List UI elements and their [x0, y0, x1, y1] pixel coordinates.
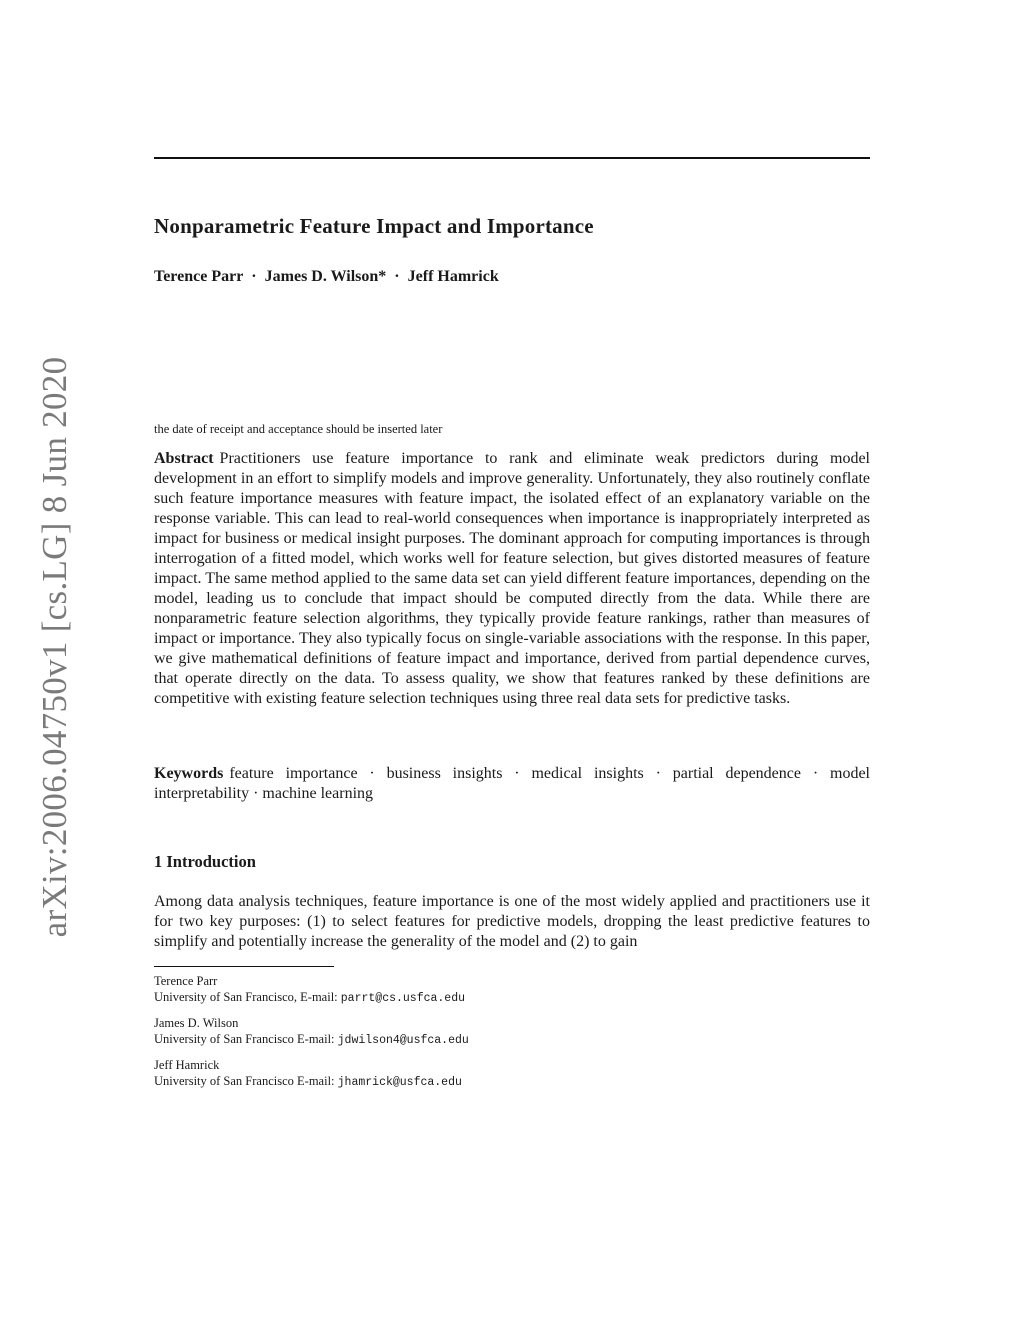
section-heading-introduction: 1 Introduction: [154, 852, 256, 871]
author-list: [154, 268, 870, 286]
footnote-author-name: Jeff Hamrick: [154, 1058, 220, 1072]
footnote-affiliation: [154, 989, 870, 1007]
abstract-paragraph: [154, 449, 870, 709]
footnote-rule: [154, 966, 334, 967]
paper-title: Nonparametric Feature Impact and Importance: [154, 214, 594, 238]
footnote-affiliation: [154, 1073, 870, 1091]
footnote-affiliation-text: University of San Francisco, E-mail:: [154, 990, 341, 1004]
keywords-label: Keywords: [154, 765, 224, 782]
author-separator: ·: [251, 268, 257, 285]
footnote-affiliation: [154, 1031, 870, 1049]
author-footnotes: [154, 973, 870, 1099]
received-note: the date of receipt and acceptance should be inserted later: [154, 422, 443, 436]
footnote-item: [154, 973, 870, 1007]
arxiv-identifier-stamp: arXiv:2006.04750v1 [cs.LG] 8 Jun 2020: [35, 356, 74, 938]
footnote-affiliation-text: University of San Francisco E-mail:: [154, 1074, 338, 1088]
author-name: Terence Parr: [154, 268, 244, 285]
abstract-text: Practitioners use feature importance to rank and eliminate weak predictors during model development in an effort to simplify models and improve generality. Unfortunately, they also routinely conflate such feature importance measures with feature impact, the isolated effect of an explanatory variable on the response variable. This can lead to real-world consequences when importance is inappropriately interpreted as impact for business or medical insight purposes. The dominant approach for computing importances is through interrogation of a fitted model, which works well for feature selection, but gives distorted measures of feature impact. The same method applied to the same data set can yield different feature importances, depending on the model, leading us to conclude that impact should be computed directly from the data. While there are nonparametric feature selection algorithms, they typically provide feature rankings, rather than measures of impact or importance. They also typically focus on single-variable associations with the response. In this paper, we give mathematical definitions of feature impact and importance, derived from partial dependence curves, that operate directly on the data. To assess quality, we show that features ranked by these definitions are competitive with existing feature selection techniques using three real data sets for predictive tasks.: [154, 450, 870, 707]
footnote-email-link[interactable]: parrt@cs.usfca.edu: [340, 992, 466, 1005]
top-horizontal-rule: [154, 157, 870, 159]
footnote-author-name: James D. Wilson: [154, 1016, 239, 1030]
footnote-author-name: Terence Parr: [154, 974, 218, 988]
author-name: Jeff Hamrick: [407, 268, 499, 285]
keywords-text: feature importance · business insights · medical insights · partial dependence · model interpretability · machine learning: [154, 765, 870, 802]
introduction-paragraph: Among data analysis techniques, feature importance is one of the most widely applied and practitioners use it for two key purposes: (1) to select features for predictive models, dropping the least predictive features to simplify and potentially increase the generality of the model and (2) to gain: [154, 893, 870, 950]
author-name: James D. Wilson*: [264, 268, 387, 285]
footnote-item: [154, 1057, 870, 1091]
footnote-email-link[interactable]: jdwilson4@usfca.edu: [337, 1034, 469, 1047]
author-separator: ·: [394, 268, 400, 285]
abstract-label: Abstract: [154, 450, 214, 467]
footnote-affiliation-text: University of San Francisco E-mail:: [154, 1032, 338, 1046]
keywords-paragraph: [154, 764, 870, 804]
footnote-email-link[interactable]: jhamrick@usfca.edu: [337, 1076, 462, 1089]
footnote-item: [154, 1015, 870, 1049]
